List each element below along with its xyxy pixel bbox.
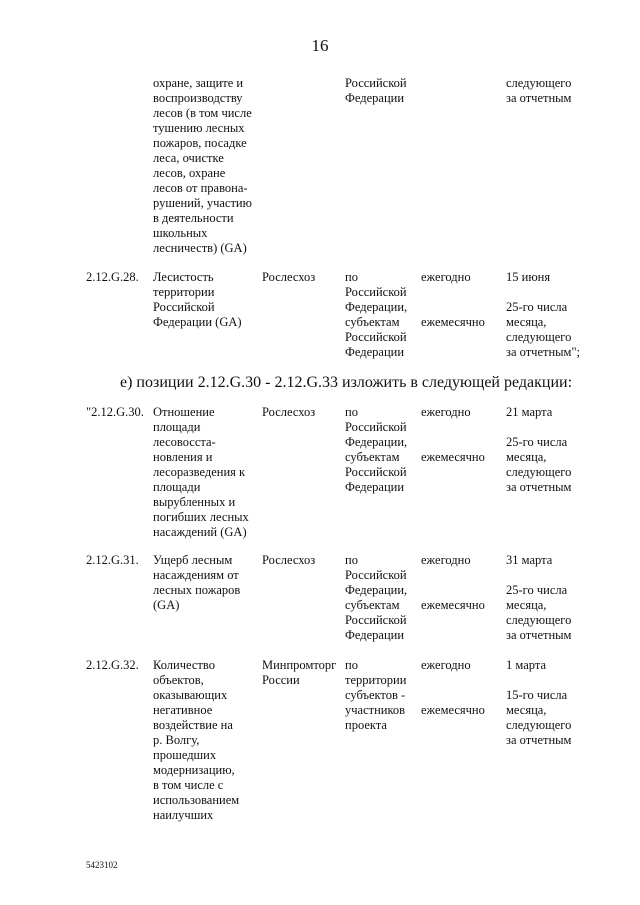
row-2-deadline: 21 марта 25-го числа месяца, следующего за отчетным <box>506 405 572 494</box>
row-4-name: Количество объектов, оказывающих негативное воздействие на р. Волгу, прошедших модернизацию, в том числе с использованием наилучших <box>153 658 240 822</box>
row-2-code: "2.12.G.30. <box>86 405 144 419</box>
row-2-scope: по Российской Федерации, субъектам Российской Федерации <box>345 405 408 494</box>
row-4-frequency: ежегодно ежемесячно <box>421 658 485 717</box>
footer-code: 5423102 <box>86 860 118 870</box>
row-0-deadline: следующего за отчетным <box>506 76 572 105</box>
row-2-agency: Рослесхоз <box>262 405 316 419</box>
row-1-deadline: 15 июня 25-го числа месяца, следующего за отчетным"; <box>506 270 581 359</box>
row-4-code: 2.12.G.32. <box>86 658 139 672</box>
row-4-agency: Минпромторг России <box>262 658 337 687</box>
page-number: 16 <box>311 36 329 55</box>
row-1-code: 2.12.G.28. <box>86 270 139 284</box>
row-1-agency: Рослесхоз <box>262 270 316 284</box>
row-0-name: охране, защите и воспроизводству лесов (в том числе тушению лесных пожаров, посадке леса, очистке лесов, охране лесов от правона- рушений, участию в деятельности школьных лесничеств) (GA) <box>153 76 252 255</box>
row-1-frequency: ежегодно ежемесячно <box>421 270 485 329</box>
row-1-name: Лесистость территории Российской Федерации (GA) <box>153 270 242 329</box>
row-0-scope: Российской Федерации <box>345 76 407 105</box>
row-3-agency: Рослесхоз <box>262 553 316 567</box>
row-3-deadline: 31 марта 25-го числа месяца, следующего за отчетным <box>506 553 572 642</box>
row-4-scope: по территории субъектов - участников проекта <box>345 658 407 732</box>
row-4-deadline: 1 марта 15-го числа месяца, следующего за отчетным <box>506 658 572 747</box>
instruction-text: е) позиции 2.12.G.30 - 2.12.G.33 изложить в следующей редакции: <box>120 374 573 391</box>
row-3-name: Ущерб лесным насаждениям от лесных пожаров (GA) <box>153 553 241 612</box>
row-2-frequency: ежегодно ежемесячно <box>421 405 485 464</box>
row-3-code: 2.12.G.31. <box>86 553 139 567</box>
row-1-scope: по Российской Федерации, субъектам Российской Федерации <box>345 270 408 359</box>
row-3-frequency: ежегодно ежемесячно <box>421 553 485 612</box>
row-3-scope: по Российской Федерации, субъектам Российской Федерации <box>345 553 408 642</box>
row-2-name: Отношение площади лесовосста- новления и лесоразведения к площади вырубленных и погибших лесных насаждений (GA) <box>153 405 249 539</box>
